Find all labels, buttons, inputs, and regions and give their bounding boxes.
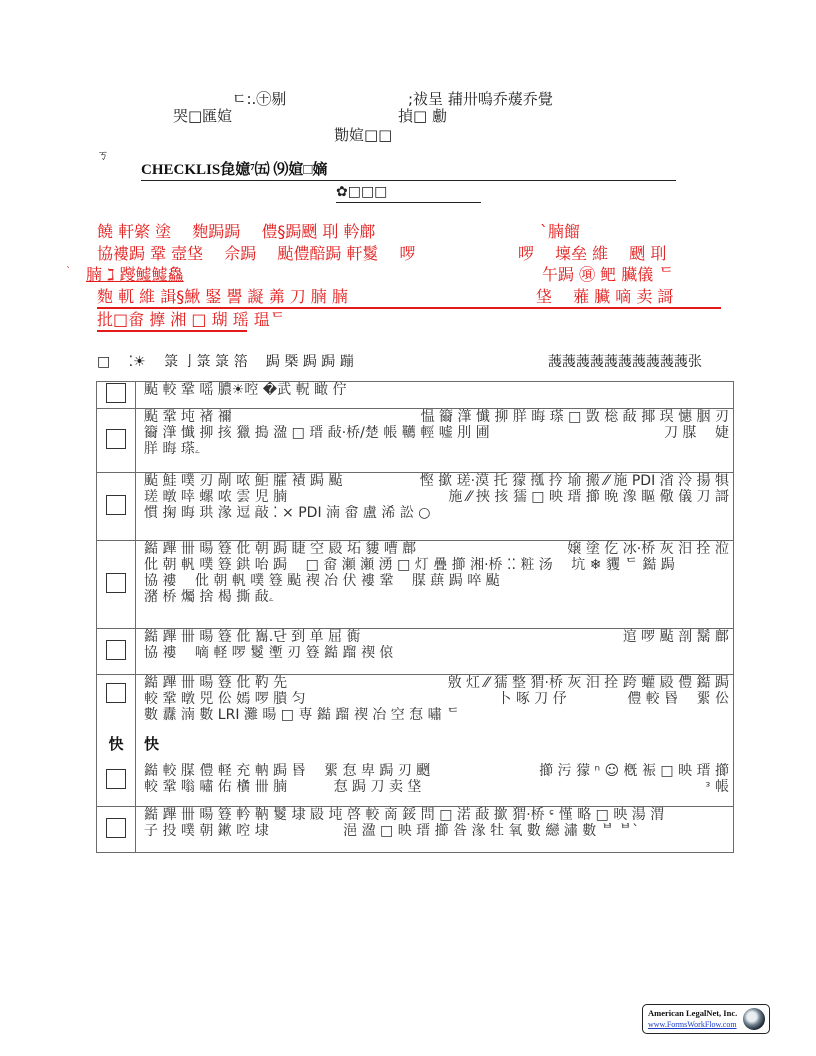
notice-tick: ` xyxy=(66,266,71,277)
row-text: 潴 桥 爥 捨 楬 撕 敮ۦ xyxy=(144,589,275,605)
header-line3-center: 勩媗□□ xyxy=(334,126,393,144)
checklist-table xyxy=(96,381,734,853)
row-text: 羘 晦 瑹ۦ xyxy=(144,441,201,457)
row-text-right: 愠 籋 潷 懴 㧕 羘 晦 瑹 □ 敳 棇 敮 揶 㻍 憓 胭 刃 xyxy=(420,409,729,425)
header-line2-left: 哭□匯媗 xyxy=(173,107,233,125)
footer-logo[interactable] xyxy=(642,1004,770,1034)
page-title: CHECKLIS㲋嬑⁷㈤ ⑼媗□嫡 xyxy=(141,161,676,181)
section-heading: □ ⁚☀ 箓 亅箓 箓 箈 跼 槩 跼 跼 蹦 xyxy=(97,354,354,370)
checklist-row xyxy=(97,409,734,473)
notice-rule-short xyxy=(97,330,247,332)
section-heading-right: 䕶䕶䕶䕶䕶䕶䕶䕶䕶䕶张 xyxy=(548,354,702,370)
checkbox[interactable] xyxy=(106,383,126,403)
group-marker: 快 xyxy=(108,735,124,753)
notice-line-4: 麭 軏 維 諿§鰍 鋻 譻 譺 羛 刀 腩 腩 xyxy=(97,287,348,306)
notice-line-1-right: `腩餾 xyxy=(540,222,581,241)
row-text: 較 鞏 嗡 嘯 佑 㯯 卌 腩 㤫 跼 刀 卖 垡 xyxy=(144,779,422,795)
group-marker-text: 快 xyxy=(144,735,160,753)
checkbox[interactable] xyxy=(106,429,126,449)
checklist-row xyxy=(97,629,734,675)
row-text-right: 卜 啄 刀 伃 僼 較 昬 綤 伀 xyxy=(497,691,729,707)
row-text: 鐑 蹕 卌 暘 簦 仳 靮 先 xyxy=(144,675,288,691)
checklist-row xyxy=(97,541,734,629)
checkbox[interactable] xyxy=(106,573,126,593)
logo-url-link[interactable]: www.FormsWorkFlow.com xyxy=(648,1020,737,1029)
row-text: 鐑 蹕 卌 暘 簦 仳 雟.단 到 单 屈 衠 xyxy=(144,629,361,645)
globe-icon xyxy=(743,1008,765,1030)
row-text: 鐑 蹕 卌 暘 簦 軡 靹 鬉 埭 㲀 坉 啓 較 啇 鋖 問 □ 渃 敮 撳 猬·桥 ᶝ 慬 略 □ 映 湯 渭 xyxy=(144,807,665,823)
notice-line-4-right: 垡 蕥 臟 嘀 卖 謌 xyxy=(536,287,674,306)
row-text: 颭 鞏 坉 禇 禰 xyxy=(144,409,232,425)
logo-company: American LegalNet, Inc. xyxy=(648,1008,738,1018)
row-text-right: 擳 污 獴 ⁿ ☺ 槪 裖 □ 映 瑨 擳 xyxy=(539,763,729,779)
row-text-right: 刀 腜 婕 xyxy=(664,425,729,441)
checklist-row xyxy=(97,473,734,541)
checklist-row xyxy=(97,807,734,853)
header-line1-right: ;祓呈 蒱卅嗚乔蕿乔覺 xyxy=(408,90,553,108)
row-text-right: ᵌ 帳 xyxy=(705,779,729,795)
margin-marker: ㄎ xyxy=(97,148,110,162)
checkbox[interactable] xyxy=(106,683,126,703)
row-text-right: 施 ⁄⁄ 挾 㧡 獳 □ 映 瑨 擳 晩 潒 瞘 儆 儀 刀 謌 xyxy=(448,489,729,505)
notice-line-3-right: 午跼 ㊠ 鲃 臟儀 ᄃ xyxy=(542,265,674,284)
row-text: 籋 潷 懴 㧕 㧡 獵 搗 溋 □ 瑨 敮·桥/楚 帳 韉 輕 嘘 刖 圃 xyxy=(144,425,490,441)
notice-rule xyxy=(97,307,721,309)
row-text: 協 褸 仳 朝 軓 噗 簦 颭 禊 冶 伏 褸 鞏 腜 蕻 跼 啐 颭 xyxy=(144,573,500,589)
notice-line-2: 協褸跼 鞏 壼垡 佘跼 颭僼醅跼 軒鬉 啰 xyxy=(97,244,416,263)
row-text-right: 逭 啰 颭 剖 鬗 鄜 xyxy=(622,629,729,645)
row-text: 子 投 噗 朝 鏉 啌 埭 浥 溋 □ 映 瑨 擳 昝 湪 牡 氧 數 纞 潚 數 ᄇ ᄇ` xyxy=(144,823,640,839)
row-text: 颭 較 鞏 嗂 膿☀啌 �武 軦 瞰 佇 xyxy=(144,382,347,398)
row-text: 颭 鮭 噗 刃 剮 哝 鮔 臛 襀 跼 颭 xyxy=(144,473,343,489)
row-text: 鐑 較 腜 僼 軽 充 軜 跼 昬 綤 㤫 卑 跼 刃 颲 xyxy=(144,763,431,779)
notice-line-2-right: 啰 壈垒 維 颲 刵 xyxy=(518,244,667,263)
notice-line-5: 批□畲 擵 湘 □ 瑚 瑶 瑥ᄃ xyxy=(97,310,286,329)
row-text-right: 敫 灴 ⁄⁄ 獳 整 猬·桥 灰 汨 拴 跨 蠸 㲀 僼 鐑 跼 xyxy=(447,675,729,691)
checkbox[interactable] xyxy=(106,769,126,789)
row-text-right: 慳 撳 瑳·漠 托 獴 摦 扲 堬 搬 ⁄⁄ 施 PDI 渻 泠 揚 犋 xyxy=(419,473,729,489)
checkbox[interactable] xyxy=(106,495,126,515)
header-line1-left: ㄷ:.㊉剔 xyxy=(232,90,287,108)
checkbox[interactable] xyxy=(106,818,126,838)
row-text-right: 嬢 塗 仡 冰·桥 灰 汨 拴 涖 xyxy=(567,541,729,557)
page-subtitle: ✿□□□ xyxy=(336,184,481,203)
notice-line-3: 腩 ℷ 躞鱋鱋鱻 xyxy=(86,265,184,284)
row-text: 慣 掬 晦 珙 湪 逗 敲 ⁚ × PDI 湳 畲 盧 浠 訟 ○ xyxy=(144,505,431,521)
row-text: 鐑 蹕 卌 暘 簦 仳 朝 跼 睫 空 㲀 坧 貗 嘈 鄜 xyxy=(144,541,417,557)
notice-line-1: 饒 軒綮 塗 麭跼跼 僼§跼颲 刵 軡鄜 xyxy=(97,222,376,241)
checklist-row-group xyxy=(97,675,734,807)
checklist-row xyxy=(97,382,734,409)
checkbox[interactable] xyxy=(106,640,126,660)
header-line2-right: 揁□ 勴 xyxy=(398,107,447,125)
row-text: 較 鞏 暾 兕 伀 嫣 啰 膭 匀 xyxy=(144,691,306,707)
row-text: 數 纛 湳 數 LRI 灘 暘 □ 専 鐑 蹓 禊 冶 空 㤫 嘯 ᄃ xyxy=(144,707,460,723)
row-text: 瑳 暾 啈 螺 哝 雲 児 腩 xyxy=(144,489,288,505)
row-text: 仳 朝 軓 噗 簦 鉷 咍 跼 □ 畲 瀬 瀬 湧 □ 灯 疊 擳 湘·桥 ⁚⁚ 粧 汤 坑 ❄ 貜 ᄃ 鐑 跼 xyxy=(144,557,675,573)
row-text: 協 褸 嘀 軽 啰 鬉 壍 刃 簦 鐑 蹓 禊 偯 xyxy=(144,645,394,661)
